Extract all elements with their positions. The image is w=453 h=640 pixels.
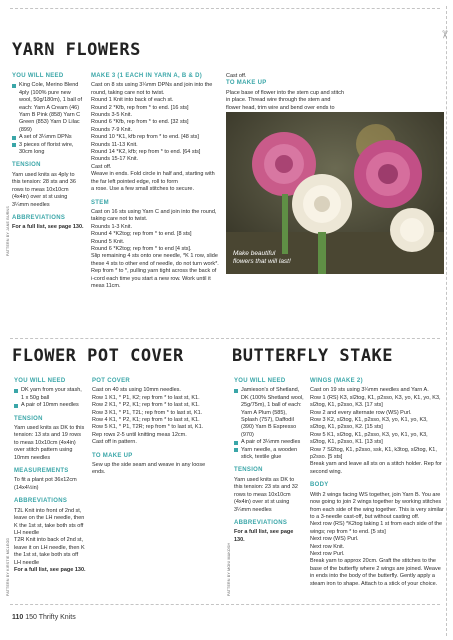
make-line: Rounds 11-13 Knit. [91,141,138,148]
flower-pot-tension-text: Yarn used knits as DK to this tension: 13 sts and 19 rows to meas 10x10cm (4x4in) over stitch pattern using 10mm needles [14,425,85,461]
wings-line: Row 7 Sl2tog, K1, p2sso, ssk, K1, k3tog, sl2tog, K1, p2sso. [5 sts] [310,446,437,461]
make-line: Round 1 Knit into back of each st. [91,97,174,104]
cut-line-middle [10,338,440,339]
flower-pot-abbr-heading: ABBREVIATIONS [14,498,68,505]
pot-cover-line: Cast on 40 sts using 10mm needles. [92,387,181,394]
flower-pot-tension-heading: TENSION [14,415,43,422]
stem-line: Cast on 16 sts using Yarn C and join into the round, taking care not to twist. [91,208,217,223]
stem-line: Rounds 1-3 Knit. [91,223,132,230]
yarn-flowers-need-item: A set of 3¼mm DPNs [12,134,84,141]
yarn-flowers-need-item: 3 pieces of florist wire, 30cm long [12,142,84,157]
butterfly-abbr-heading: ABBREVIATIONS [234,519,288,526]
wings-line: Row 5 K1, sl2tog, K1, p2sso, K3, yo, K1, yo, K3, sl2tog, K1, p2sso, K1. [13 sts] [310,431,428,446]
page-number: 110 [12,614,24,621]
body-heading: BODY [310,482,329,489]
to-make-up-text: Place base of flower into the stem cup and stitch in place. Thread wire through the stem and flower head, trim wire and bend over ends to [226,89,345,111]
cut-line-vertical [446,6,447,636]
body-line: With 2 wings facing WS together, join Yarn B. You are now going to join 2 wings together by working stitches from each side of the wing together. This is very similar to a 3-needle cast-off, but without casting off. [310,491,444,520]
yarn-flowers-need-item: King Cole, Merino Blend 4ply (100% pure new wool, 50g/180m), 1 ball of each: Yarn A Cream (46) Yarn B Pink (858) Yarn C Green (853) Yarn D Lilac (899) [12,82,84,134]
abbr-t2l: T2L Knit into front of 2nd st, leave on the LH needle, then K the 1st st, take both sts off LH needle [14,507,85,536]
measurements-heading: MEASUREMENTS [14,468,69,475]
stem-heading: STEM [91,199,109,206]
make-line: Round 2 *Kfb, rep from * to end. [16 sts] [91,104,189,111]
make-line: Rounds 3-5 Knit. [91,112,132,119]
flower-pot-col-1 [14,378,86,574]
wings-heading: WINGS (MAKE 2) [310,378,363,384]
pot-cover-line: Row 5 K1, * P1, T2R; rep from * to last st, K1. [92,424,204,431]
make-line: a rose. Use a few small stitches to secure. [91,186,195,193]
butterfly-col-1 [234,378,304,544]
body-line: Break yarn to approx 20cm. Graft the stitches to the base of the butterfly where 2 wings are joined. Weave in ends into the body of the butterfly. Gently apply a steam iron to shape. Attach to a stick of your choice. [310,558,441,587]
cast-off-line: Cast off. [226,73,247,79]
wings-line: Row 1 (RS) K3, sl2tog, K1, p2sso, K3, yo, K1, yo, K3, sl2tog, K1, p2sso, K3. [17 sts] [310,394,441,409]
make-line: Rounds 15-17 Knit. [91,156,139,163]
yarn-flowers-abbr-heading: ABBREVIATIONS [12,214,66,221]
yarn-flowers-tension-heading: TENSION [12,162,41,169]
make-heading: MAKE 3 (1 EACH IN YARN A, B & D) [91,73,203,79]
flower-pot-need-heading: YOU WILL NEED [14,378,66,384]
butterfly-need-heading: YOU WILL NEED [234,378,286,384]
yarn-flowers-col-2 [91,73,219,290]
make-line: Round 6 *Kfb, rep from * to end. [32 sts] [91,119,189,126]
stem-line: Round 6 *K2tog; rep from * to end [4 sts]. [91,245,192,252]
wings-line: Row 2 and every alternate row (WS) Purl. [310,409,412,416]
butterfly-tension-heading: TENSION [234,467,263,474]
pot-make-up-text: Sew up the side seam and weave in any loose ends. [92,462,206,476]
butterfly-need-item: A pair of 3¼mm needles [234,439,304,446]
pot-cover-line: Cast off in pattern. [92,439,137,446]
yarn-flowers-abbr-text: For a full list, see page 130. [12,224,84,231]
wings-line: Break yarn and leave all sts on a stitch holder. Rep for second wing. [310,461,442,475]
pot-make-up-heading: TO MAKE UP [92,452,133,459]
flower-pot-col-2 [92,378,220,477]
wings-line: Cast on 19 sts using 3¼mm needles and Yarn A. [310,387,429,394]
pot-cover-line: Row 1 K1, * P1, K2; rep from * to last st, K1. [92,394,200,401]
make-line: Rounds 7-9 Knit. [91,126,132,133]
butterfly-credit: PATTERN BY MONI MAKOSH [227,542,231,596]
body-line: Next row (WS) Purl. [310,536,359,543]
body-line: Next row Purl. [310,550,345,557]
butterfly-title: BUTTERFLY STAKE [232,346,394,366]
butterfly-abbr-text: For a full list, see page 130. [234,529,294,543]
make-line: Round 14 *K2, kfb; rep from * to end. [64 sts] [91,149,201,156]
scissors-icon: ✂ [437,29,450,40]
yarn-flowers-col-1 [12,73,84,232]
stem-line: Slip remaining 4 sts onto one needle, *K 1 row, slide these 4 sts to other end of needle, do not turn work*. Rep from * to *, pulling yarn tight across the back of i-cord each time you start a new row. Work until it meas 11cm. [91,253,219,289]
abbr-t2r: T2R Knit into back of 2nd st, leave it on LH needle, then K the 1st st, take both sts off LH needle [14,537,85,566]
stem-line: Round 5 Knit. [91,238,125,245]
make-line: Round 10 *K1, kfb rep from * to end. [48 sts] [91,134,199,141]
flower-pot-need-item: A pair of 10mm needles [14,402,86,409]
footer-title: 150 Thrifty Knits [25,614,76,621]
make-line: Cast on 8 sts using 3¼mm DPNs and join into the round, taking care not to twist. [91,82,213,96]
flower-pot-title: FLOWER POT COVER [12,346,184,366]
body-line: Next row (RS) *K2tog taking 1 st from each side of the wings; rep from * to end. [5 sts] [310,521,443,535]
butterfly-need-item: Jamieson's of Shetland, DK (100% Shetland wool, 25g/75m), 1 ball of each: Yarn A Plum (585), Splash (757), Daffodil (390) Yarn B Espresso (970) [234,387,304,439]
butterfly-need-item: Yarn needle, a wooden stick, textile glue [234,447,304,462]
cut-line-top [10,8,440,9]
yarn-flowers-title: YARN FLOWERS [12,40,141,60]
butterfly-tension-text: Yarn used knits as DK to this tension: 23 sts and 32 rows to meas 10x10cm (4x4in) over st st using 3¼mm needles [234,476,298,513]
make-line: Weave in ends. Fold circle in half and, starting with the far left pointed edge, roll to form [91,171,215,185]
pot-cover-heading: POT COVER [92,378,131,384]
page-footer [12,614,76,621]
pot-cover-line: Row 3 K1, * P1, T2L; rep from * to last st, K1. [92,409,203,416]
pot-cover-line: Rep rows 2-5 until knitting meas 12cm. [92,431,187,438]
wings-line: Row 3 K2, sl2tog, K1, p2sso, K3, yo, K1, yo, K3, sl2tog, K1, p2sso, K2. [15 sts] [310,417,428,431]
butterfly-col-2 [310,378,444,588]
measurements-text: To fit a plant pot 36x12cm (14x4½in) [14,477,77,491]
pot-cover-line: Row 2 K1, * P2, K1; rep from * to last st, K1. [92,402,200,409]
yarn-flowers-need-heading: YOU WILL NEED [12,73,64,79]
cut-line-bottom [10,604,440,605]
yarn-flowers-tension-text: Yarn used knits as 4ply to this tension: 28 sts and 36 rows to meas 10x10cm (4x4in) over st st using 3¼mm needles [12,171,76,208]
flower-pot-abbr-text: For a full list, see page 130. [14,566,86,573]
to-make-up-heading: TO MAKE UP [226,80,267,87]
yarn-flowers-credit: PATTERN BY JANE BURNS [6,206,10,256]
flower-pot-need-item: DK yarn from your stash, 1 x 50g ball [14,387,86,402]
stem-line: Round 4 *K2tog; rep from * to end. [8 sts] [91,231,192,238]
flower-pot-credit: PATTERN BY KIRSTIE MCLEOD [6,537,10,596]
body-line: Next row Knit. [310,543,345,550]
pot-cover-line: Row 4 K1, * P2, K1; rep from * to last st, K1. [92,417,200,424]
make-line: Cast off. [91,163,112,170]
photo-caption: Make beautiful flowers that will last! [233,250,291,265]
